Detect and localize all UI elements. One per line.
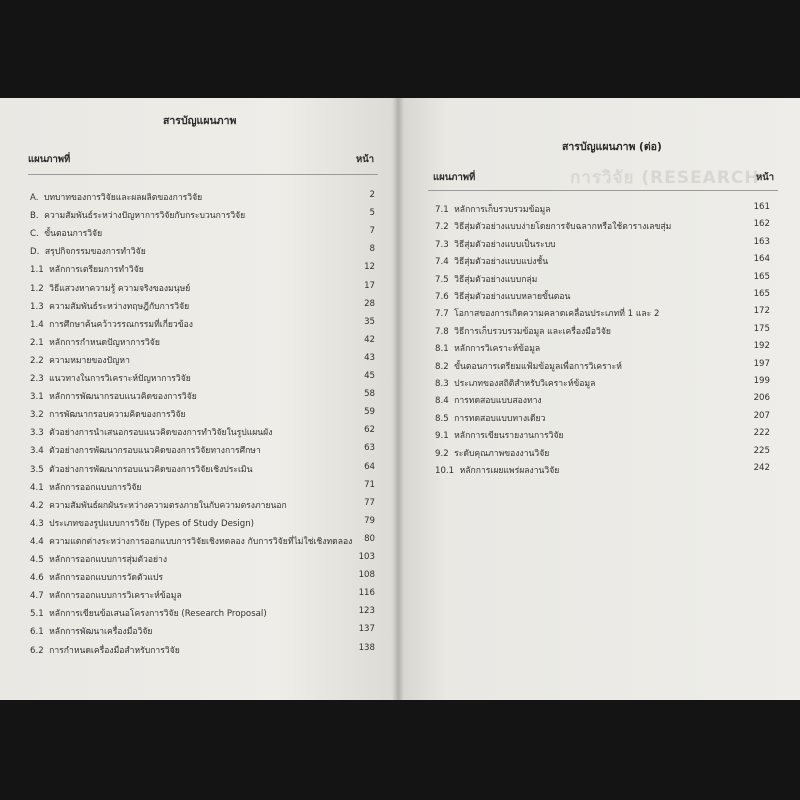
toc-entry-number: 8.5 [435, 413, 449, 424]
toc-entry-text: ตัวอย่างการพัฒนากรอบแนวคิดของการวิจัยเชิงประเมิน [49, 464, 253, 475]
toc-entry-number: 3.5 [30, 464, 44, 475]
toc-entry-page: 2 [369, 190, 375, 200]
toc-entry-number: 4.4 [30, 536, 44, 547]
toc-entry [435, 359, 770, 375]
toc-entry-page: 242 [753, 463, 770, 473]
toc-entry-number: 4.2 [30, 500, 44, 511]
left-page [0, 98, 398, 700]
toc-entry-text: หลักการพัฒนากรอบแนวคิดของการวิจัย [49, 392, 197, 403]
toc-entry-number: 4.1 [30, 482, 44, 493]
toc-entry-label [435, 463, 559, 477]
toc-entry-label [435, 376, 595, 390]
toc-entry-label [435, 202, 551, 216]
toc-entry [30, 643, 375, 659]
toc-entry-label [30, 262, 144, 276]
toc-entry-page: 8 [369, 244, 375, 255]
toc-entry [435, 446, 770, 462]
toc-entry-text: การศึกษาค้นคว้าวรรณกรรมที่เกี่ยวข้อง [49, 319, 193, 330]
toc-entry-label [30, 244, 146, 258]
column-header-figure: แผนภาพที่ [28, 154, 71, 165]
toc-entry-text: ความสัมพันธ์ระหว่างทฤษฎีกับการวิจัย [49, 301, 190, 312]
toc-entry-text: การพัฒนากรอบความคิดของการวิจัย [49, 410, 186, 421]
toc-entry-page: 138 [358, 642, 375, 653]
toc-entry-page: 192 [753, 341, 770, 352]
toc-entry-text: ขั้นตอนการวิจัย [44, 229, 103, 240]
toc-entry-number: C. [30, 229, 39, 240]
toc-entry-label [435, 272, 537, 286]
toc-entry-number: 7.6 [435, 292, 449, 302]
toc-entry-text: วิธีสุ่มตัวอย่างแบบง่ายโดยการจับฉลากหรือใช้ตารางเลขสุ่ม [454, 222, 672, 233]
toc-entry-label [30, 190, 202, 204]
toc-entry [30, 498, 375, 514]
toc-entry-number: 5.1 [30, 609, 44, 620]
toc-entry-text: การทดสอบแบบทางเดียว [454, 413, 546, 424]
toc-entry-text: การกำหนดเครื่องมือสำหรับการวิจัย [49, 645, 180, 656]
toc-entry [30, 244, 375, 260]
toc-entry-page: 45 [364, 371, 375, 381]
toc-entry [435, 254, 770, 270]
toc-entry-number: 3.4 [30, 446, 44, 457]
toc-entry [435, 272, 770, 288]
toc-entry-number: 1.3 [30, 301, 44, 312]
toc-entry-label [435, 393, 542, 407]
toc-entry-text: วิธีสุ่มตัวอย่างแบบกลุ่ม [454, 274, 538, 285]
toc-entry-text: หลักการเตรียมการทำวิจัย [49, 265, 144, 276]
toc-entry-number: 3.2 [30, 410, 44, 421]
toc-entry-page: 206 [753, 393, 770, 404]
toc-entry-page: 161 [753, 202, 770, 212]
toc-entry [30, 516, 375, 532]
toc-entry-label [30, 606, 267, 620]
toc-entry-page: 207 [753, 410, 770, 421]
toc-entry-text: ประเภทของสถิติสำหรับวิเคราะห์ข้อมูล [454, 379, 596, 389]
book-gutter [392, 98, 404, 700]
toc-entry-page: 108 [358, 570, 375, 581]
toc-entry-page: 137 [358, 624, 375, 635]
toc-entry-page: 28 [364, 298, 375, 309]
toc-entry-number: 8.4 [435, 396, 449, 407]
toc-entry-number: 3.1 [30, 392, 44, 403]
toc-entry-label [30, 317, 193, 331]
toc-entry-label [30, 498, 287, 512]
toc-entry-page: 62 [364, 425, 375, 436]
toc-entry [435, 428, 770, 444]
toc-entry-number: 8.2 [435, 361, 449, 372]
toc-entry-text: หลักการเขียนข้อเสนอโครงการวิจัย (Research Proposal) [49, 609, 267, 620]
toc-entry-number: B. [30, 211, 39, 222]
toc-entry-number: 2.3 [30, 374, 44, 384]
toc-entry-page: 12 [364, 262, 375, 273]
toc-entry [30, 570, 375, 586]
toc-entry [435, 202, 770, 218]
toc-entry [435, 376, 770, 392]
toc-entry-number: 7.3 [435, 239, 449, 250]
toc-entry [30, 606, 375, 622]
toc-entry-label [30, 552, 167, 566]
toc-entry [30, 281, 375, 297]
toc-entry-text: วิธีสุ่มตัวอย่างแบบหลายขั้นตอน [454, 292, 571, 302]
toc-entry-number: 7.5 [435, 274, 449, 285]
toc-entry-label [30, 425, 272, 439]
toc-entry-number: 2.2 [30, 355, 44, 366]
toc-entry-number: D. [30, 247, 40, 258]
toc-entry-label [435, 237, 556, 251]
toc-entry-page: 35 [364, 316, 375, 327]
toc-entry-label [435, 289, 570, 303]
toc-entry [30, 317, 375, 333]
toc-entry [30, 299, 375, 315]
toc-entry-text: ขั้นตอนการเตรียมแฟ้มข้อมูลเพื่อการวิเคราะห์ [454, 361, 622, 372]
toc-entry-page: 58 [364, 389, 375, 400]
toc-entry-label [30, 588, 182, 602]
toc-entry-number: 7.4 [435, 257, 449, 268]
toc-entry-number: 2.1 [30, 337, 44, 348]
toc-entry-text: หลักการเก็บรวบรวมข้อมูล [454, 205, 551, 215]
toc-entry [435, 411, 770, 427]
toc-entry [435, 341, 770, 357]
toc-entry-page: 165 [753, 289, 770, 299]
toc-entry-label [30, 480, 141, 494]
toc-entry [30, 389, 375, 405]
toc-entry-page: 165 [753, 271, 770, 282]
toc-entry [30, 190, 375, 206]
toc-entry-page: 175 [753, 323, 770, 334]
toc-entry [435, 393, 770, 409]
toc-entry-label [435, 254, 548, 268]
toc-entry-label [30, 643, 180, 657]
toc-entry-label [435, 359, 622, 373]
toc-entry-label [30, 371, 191, 385]
toc-entry-label [30, 462, 252, 476]
toc-entry-number: 8.1 [435, 344, 449, 355]
toc-entry-text: ความแตกต่างระหว่างการออกแบบการวิจัยเชิงทดลอง กับการวิจัยที่ไม่ใช่เชิงทดลอง [49, 536, 353, 547]
toc-entry-label [30, 389, 197, 403]
toc-entry-text: หลักการพัฒนาเครื่องมือวิจัย [49, 627, 153, 638]
toc-entry-text: วิธีแสวงหาความรู้ ความจริงของมนุษย์ [49, 283, 191, 294]
toc-entry-text: ตัวอย่างการพัฒนากรอบแนวคิดของการวิจัยทางการศึกษา [49, 446, 261, 457]
header-rule [28, 174, 378, 175]
toc-entry-label [30, 208, 245, 222]
toc-entry-number: 4.5 [30, 555, 44, 565]
toc-entry-number: 4.3 [30, 518, 44, 529]
toc-entry [30, 443, 375, 459]
toc-entry-number: 3.3 [30, 428, 44, 439]
toc-entry-number: 8.3 [435, 379, 449, 389]
toc-entry-text: หลักการเขียนรายงานการวิจัย [454, 431, 564, 442]
toc-entry [30, 425, 375, 441]
toc-entry-page: 63 [364, 443, 375, 454]
toc-entry-number: 1.1 [30, 265, 44, 276]
toc-entry-label [30, 335, 160, 349]
toc-entry-page: 172 [753, 306, 770, 317]
column-header-page: หน้า [756, 172, 775, 183]
toc-entry-text: ตัวอย่างการนำเสนอกรอบแนวคิดของการทำวิจัยในรูปแผนผัง [49, 428, 273, 439]
toc-entry-text: หลักการออกแบบการวิจัย [49, 482, 142, 493]
toc-entry-page: 164 [753, 254, 770, 265]
toc-entry-label [30, 281, 190, 295]
column-header-figure: แผนภาพที่ [433, 172, 476, 183]
toc-entry [30, 226, 375, 242]
toc-entry [30, 462, 375, 478]
toc-entry-label [30, 299, 189, 313]
toc-entry-page: 222 [753, 428, 770, 439]
toc-entry-label [30, 407, 186, 421]
toc-entry-number: 1.4 [30, 319, 44, 330]
toc-entry-number: 6.2 [30, 645, 44, 656]
toc-entry-page: 225 [753, 445, 770, 456]
toc-entry-number: 1.2 [30, 283, 44, 294]
toc-entry-page: 43 [364, 352, 375, 363]
toc-entry-text: หลักการออกแบบการวิเคราะห์ข้อมูล [49, 591, 182, 602]
toc-entry-page: 7 [369, 226, 375, 237]
toc-entry-text: หลักการวิเคราะห์ข้อมูล [454, 344, 541, 355]
toc-entry [435, 237, 770, 253]
toc-entry-number: 7.8 [435, 326, 449, 337]
page-title: สารบัญแผนภาพ (ต่อ) [562, 141, 662, 153]
toc-entry [30, 624, 375, 640]
toc-entry-text: หลักการออกแบบการสุ่มตัวอย่าง [49, 555, 168, 565]
toc-entry-text: บทบาทของการวิจัยและผลผลิตของการวิจัย [43, 193, 203, 203]
toc-entry-label [435, 411, 545, 425]
toc-entry-text: ระดับคุณภาพของงานวิจัย [454, 448, 550, 459]
toc-entry-page: 199 [753, 376, 770, 386]
toc-entry-page: 123 [358, 606, 375, 617]
toc-entry-page: 80 [364, 533, 375, 544]
toc-entry-number: A. [30, 193, 39, 203]
toc-entry-label [435, 428, 564, 442]
toc-entry-page: 64 [364, 461, 375, 472]
header-rule [428, 190, 778, 191]
toc-entry-text: ความหมายของปัญหา [49, 355, 130, 366]
toc-entry [435, 306, 770, 322]
toc-entry-page: 79 [364, 515, 375, 526]
toc-entry-label [30, 516, 254, 530]
toc-entry-text: ความสัมพันธ์ระหว่างปัญหาการวิจัยกับกระบวนการวิจัย [44, 211, 246, 222]
toc-entry [30, 262, 375, 278]
toc-entry-text: วิธีสุ่มตัวอย่างแบบเป็นระบบ [454, 239, 556, 250]
toc-entry [30, 588, 375, 604]
toc-entry-page: 103 [358, 552, 375, 562]
toc-entry [435, 463, 770, 479]
page-title: สารบัญแผนภาพ [163, 115, 237, 127]
toc-entry-page: 71 [364, 479, 375, 490]
toc-entry-text: หลักการเผยแพร่ผลงานวิจัย [459, 466, 560, 476]
toc-entry [30, 208, 375, 224]
toc-entry-page: 77 [364, 497, 375, 508]
toc-entry-label [435, 306, 659, 320]
toc-entry-number: 7.2 [435, 222, 449, 233]
toc-entry-text: หลักการกำหนดปัญหาการวิจัย [49, 337, 160, 348]
toc-entry-number: 10.1 [435, 466, 455, 476]
toc-entry-page: 197 [753, 358, 770, 369]
toc-entry-label [30, 443, 261, 457]
toc-entry-number: 9.2 [435, 448, 449, 459]
toc-entry-text: วิธีการเก็บรวบรวมข้อมูล และเครื่องมือวิจัย [454, 326, 611, 337]
toc-entry [30, 335, 375, 351]
toc-entry [30, 371, 375, 387]
toc-entry-text: การทดสอบแบบสองทาง [454, 396, 542, 407]
toc-entry-label [435, 341, 540, 355]
toc-entry-text: สรุปกิจกรรมของการทำวิจัย [44, 247, 146, 258]
toc-entry [30, 407, 375, 423]
toc-entry-page: 162 [753, 219, 770, 230]
right-page [398, 98, 800, 700]
toc-entry-label [435, 219, 671, 233]
toc-entry-number: 7.7 [435, 309, 449, 320]
toc-entry-label [30, 226, 102, 240]
toc-entry-text: แนวทางในการวิเคราะห์ปัญหาการวิจัย [49, 374, 191, 384]
toc-entry-page: 163 [753, 236, 770, 247]
toc-entry-text: ประเภทของรูปแบบการวิจัย (Types of Study Design) [49, 518, 255, 529]
toc-entry-text: วิธีสุ่มตัวอย่างแบบแบ่งชั้น [454, 257, 549, 268]
toc-entry [435, 289, 770, 305]
toc-entry [30, 552, 375, 568]
toc-entry [30, 480, 375, 496]
toc-entry-label [30, 624, 152, 638]
toc-entry-page: 42 [364, 334, 375, 345]
toc-entry-text: ความสัมพันธ์ผกผันระหว่างความตรงภายในกับความตรงภายนอก [49, 500, 287, 511]
toc-entry [30, 534, 375, 550]
toc-entry-number: 9.1 [435, 431, 449, 442]
show-through-text: การวิจัย (RESEARCH [570, 168, 760, 188]
toc-entry-text: หลักการออกแบบการวัดตัวแปร [49, 573, 163, 584]
toc-entry-number: 4.7 [30, 591, 44, 602]
column-header-page: หน้า [356, 154, 375, 165]
toc-entry-page: 116 [358, 588, 375, 599]
toc-entry-page: 17 [364, 280, 375, 291]
toc-entry-number: 7.1 [435, 205, 449, 215]
toc-entry [435, 324, 770, 340]
toc-entry-label [30, 570, 163, 584]
toc-entry-number: 6.1 [30, 627, 44, 638]
toc-entry-page: 59 [364, 407, 375, 418]
toc-entry-label [30, 353, 130, 367]
toc-entry-label [30, 534, 352, 548]
toc-entry-label [435, 324, 611, 338]
toc-entry-number: 4.6 [30, 573, 44, 584]
toc-entry-page: 5 [369, 208, 375, 219]
toc-entry [30, 353, 375, 369]
toc-entry-text: โอกาสของการเกิดความคลาดเคลื่อนประเภทที่ 1 และ 2 [454, 309, 660, 320]
toc-entry [435, 219, 770, 235]
toc-entry-label [435, 446, 549, 460]
